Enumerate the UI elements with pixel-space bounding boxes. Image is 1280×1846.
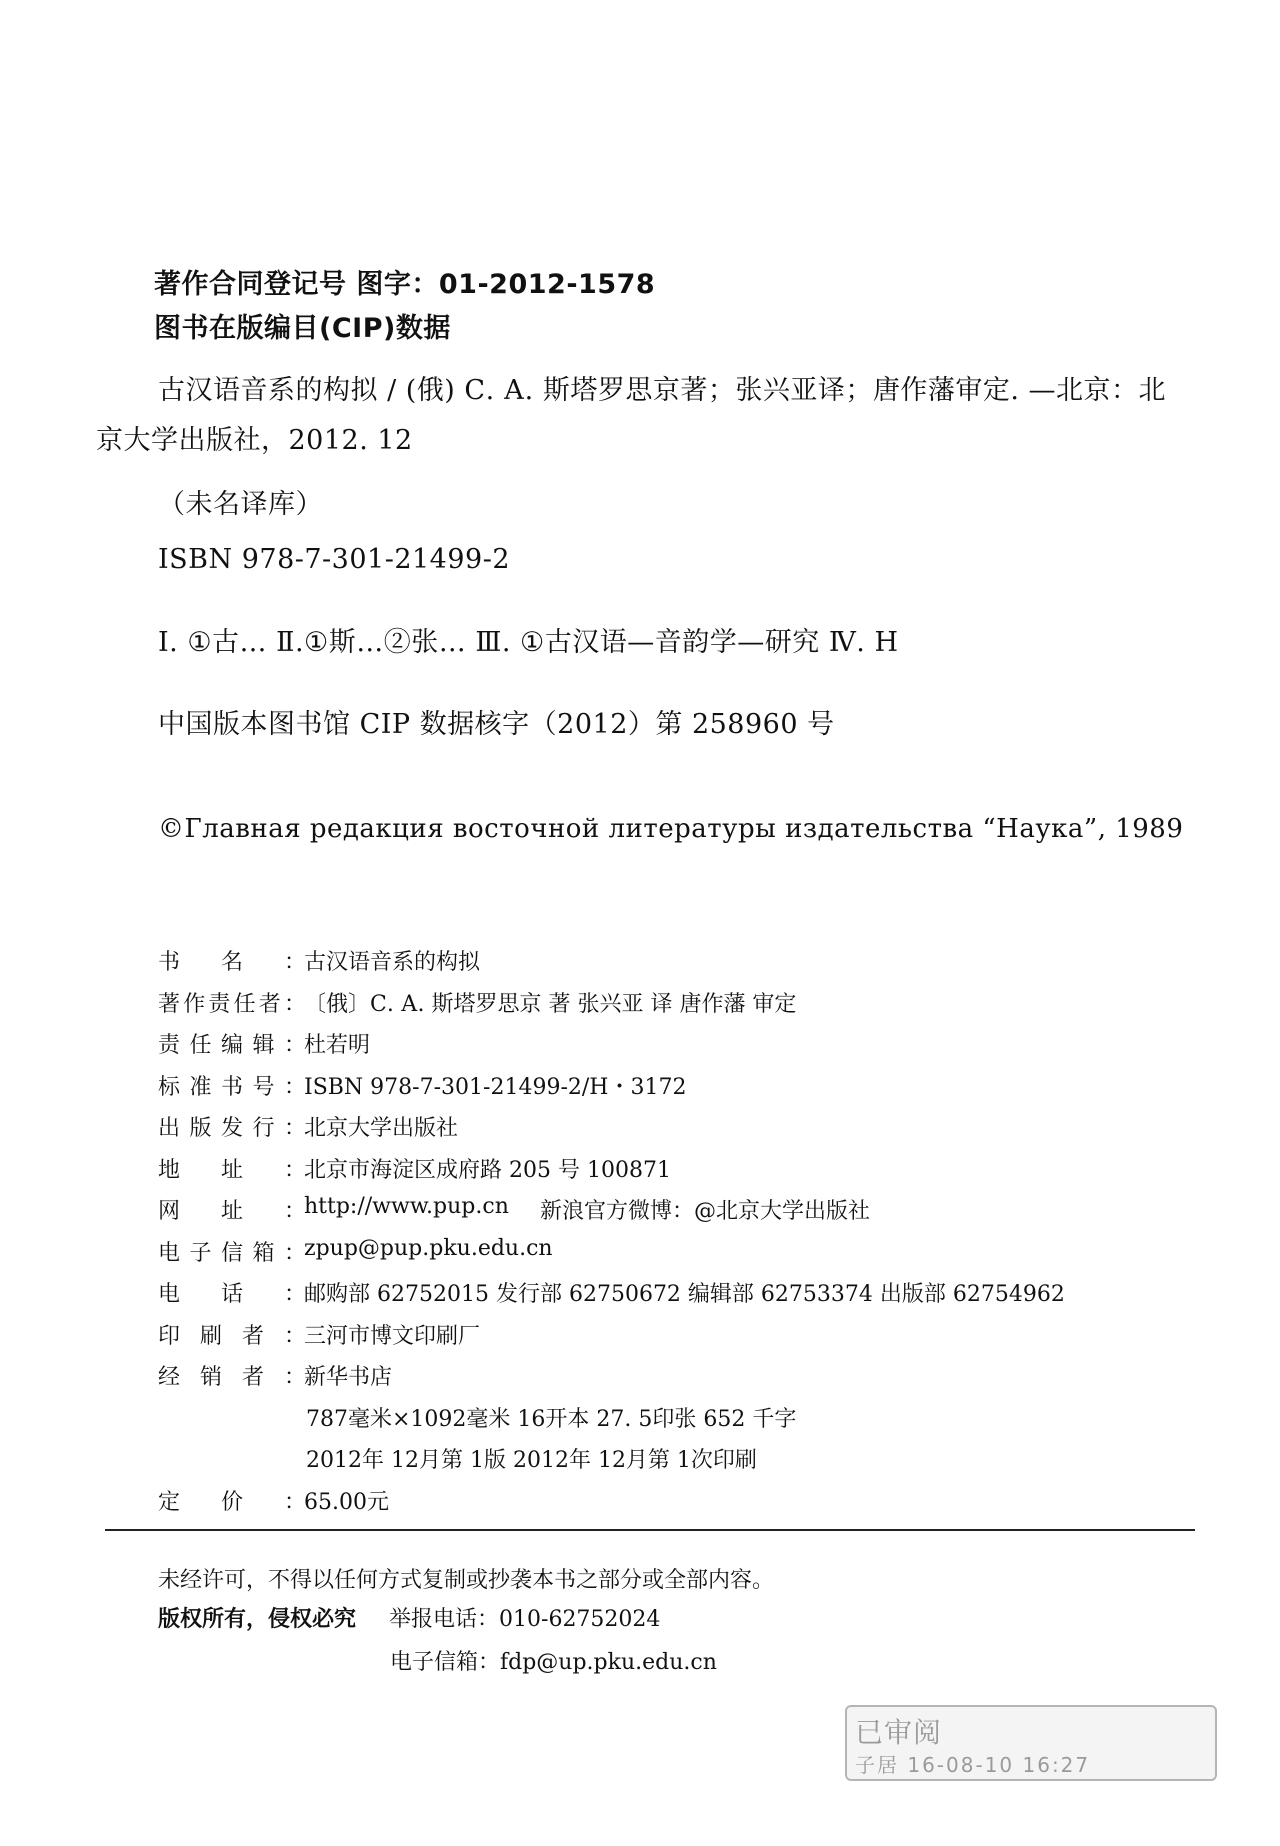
report-email: 电子信箱：fdp@up.pku.edu.cn	[390, 1650, 717, 1675]
imprint-value: 北京大学出版社	[304, 1116, 459, 1141]
rights-line	[158, 1602, 660, 1633]
cip-isbn: ISBN 978-7-301-21499-2	[158, 544, 511, 575]
reproduction-notice: 未经许可，不得以任何方式复制或抄袭本书之部分或全部内容。	[158, 1568, 775, 1593]
imprint-value: ISBN 978-7-301-21499-2/H・3172	[304, 1074, 687, 1100]
imprint-value: 新华书店	[304, 1365, 393, 1390]
imprint-label: 书名：	[158, 950, 306, 975]
cip-series: （未名译库）	[158, 489, 323, 520]
cip-data-number: 中国版本图书馆 CIP 数据核字（2012）第 258960 号	[158, 709, 835, 740]
imprint-row-editor	[158, 1028, 1158, 1070]
imprint-row-distributor	[158, 1360, 1158, 1402]
imprint-label: 印刷者：	[158, 1323, 306, 1349]
imprint-label: 出版发行：	[158, 1116, 306, 1141]
imprint-value: 三河市博文印刷厂	[304, 1323, 481, 1349]
cip-title-line-2: 京大学出版社，2012. 12	[96, 425, 413, 456]
imprint-value: 〔俄〕С. А. 斯塔罗思京 著 张兴亚 译 唐作藩 审定	[304, 991, 797, 1017]
contract-registration-number: 著作合同登记号 图字：01-2012-1578	[154, 269, 656, 300]
imprint-label: 电话：	[158, 1282, 306, 1307]
divider-line	[105, 1529, 1195, 1531]
imprint-value: 杜若明	[304, 1033, 371, 1058]
imprint-row-format	[158, 1402, 1158, 1444]
cip-heading: 图书在版编目(CIP)数据	[154, 313, 451, 344]
imprint-value: 65.00元	[304, 1489, 389, 1515]
stamp-date: 子居 16-08-10 16:27	[855, 1753, 1091, 1777]
imprint-row-email	[158, 1236, 1158, 1278]
imprint-label: 电子信箱：	[158, 1240, 306, 1266]
imprint-row-price	[158, 1485, 1158, 1527]
cip-classification: Ⅰ. ①古… Ⅱ.①斯…②张… Ⅲ. ①古汉语—音韵学—研究 Ⅳ. H	[158, 627, 899, 658]
imprint-label: 著作责任者：	[158, 991, 306, 1017]
imprint-row-printer	[158, 1319, 1158, 1361]
imprint-format: 787毫米×1092毫米 16开本 27. 5印张 652 千字	[306, 1406, 797, 1432]
imprint-label: 经销者：	[158, 1365, 306, 1390]
imprint-label: 责任编辑：	[158, 1033, 306, 1058]
imprint-weibo: 新浪官方微博：@北京大学出版社	[540, 1199, 871, 1224]
imprint-value: zpup@pup.pku.edu.cn	[304, 1235, 553, 1261]
cip-title-line-1: 古汉语音系的构拟 / (俄) С. А. 斯塔罗思京著；张兴亚译；唐作藩审定. —北京：北	[158, 375, 1167, 406]
report-phone: 举报电话：010-62752024	[389, 1607, 661, 1632]
imprint-value: 北京市海淀区成府路 205 号 100871	[304, 1157, 671, 1183]
imprint-label: 网址：	[158, 1199, 306, 1224]
imprint-row-isbn	[158, 1070, 1158, 1112]
imprint-row-phone	[158, 1277, 1158, 1319]
imprint-label: 定价：	[158, 1489, 306, 1515]
imprint-row-website	[158, 1194, 1158, 1236]
imprint-row-address	[158, 1153, 1158, 1195]
imprint-label: 标准书号：	[158, 1074, 306, 1100]
stamp-title: 已审阅	[855, 1716, 943, 1749]
imprint-value: 邮购部 62752015 发行部 62750672 编辑部 62753374 出版部 62754962	[304, 1282, 1065, 1307]
imprint-edition: 2012年 12月第 1版 2012年 12月第 1次印刷	[306, 1448, 757, 1473]
reviewed-stamp	[845, 1705, 1217, 1781]
rights-reserved: 版权所有，侵权必究	[158, 1607, 357, 1632]
imprint-row-edition	[158, 1443, 1158, 1485]
original-copyright: ©Главная редакция восточной литературы издательства “Наука”, 1989	[158, 814, 1184, 844]
imprint-row-title	[158, 945, 1158, 987]
imprint-value: 古汉语音系的构拟	[304, 950, 481, 975]
imprint-value: http://www.pup.cn	[304, 1194, 509, 1219]
imprint-row-authors	[158, 987, 1158, 1029]
imprint-label: 地址：	[158, 1157, 306, 1183]
imprint-row-publisher	[158, 1111, 1158, 1153]
imprint-block	[158, 945, 1158, 1526]
